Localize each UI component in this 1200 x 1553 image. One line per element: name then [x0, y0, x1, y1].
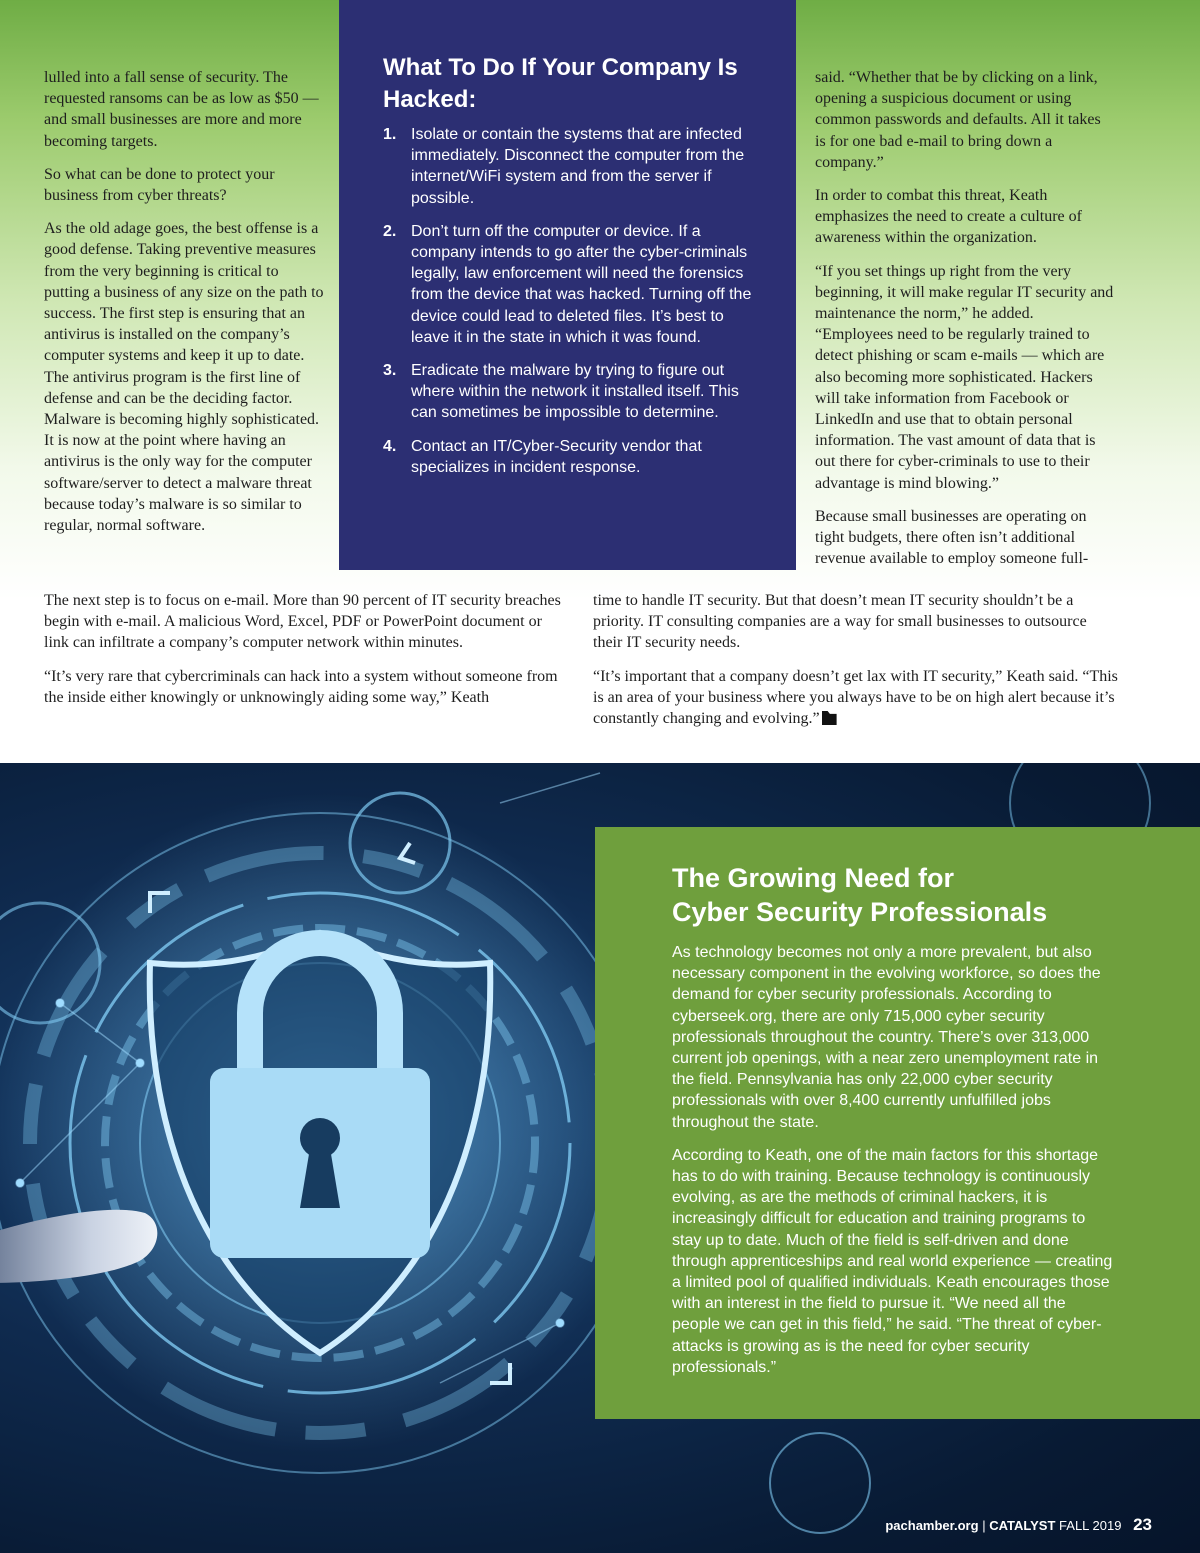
body-paragraph: said. “Whether that be by clicking on a link, opening a suspicious document or using common passwords and defaults. All it takes is for one bad e-mail to bring down a company.” [815, 69, 1101, 171]
growing-need-box [595, 827, 1200, 1419]
box-title-line2: Cyber Security Professionals [672, 897, 1048, 927]
page-number: 23 [1133, 1515, 1152, 1534]
sidebar-steps-list [383, 124, 753, 490]
body-paragraph: The next step is to focus on e-mail. More than 90 percent of IT security breaches begin with e-mail. A malicious Word, Excel, PDF or PowerPoint document or link can infiltrate a company’s computer network within minutes. [44, 592, 561, 652]
body-paragraph: time to handle IT security. But that doesn’t mean IT security shouldn’t be a priority. IT consulting companies are a way for small businesses to outsource their IT security needs. [593, 592, 1087, 652]
body-paragraph: “If you set things up right from the very beginning, it will make regular IT security and maintenance the norm,” he added. “Employees need to be regularly trained to detect phishing or scam e-mails — which are also becoming more sophisticated. Hackers will take information from Facebook or LinkedIn and use that to obtain personal information. The vast amount of data that is out there for cyber-criminals to use to their advantage is mind blowing.” [815, 262, 1114, 492]
box-title-line1: The Growing Need for [672, 863, 955, 893]
closing-quote: “It’s important that a company doesn’t get lax with IT security,” Keath said. “This is an area of your business where you always have to be on high alert because it’s constantly changing and evolving.” [593, 667, 1118, 728]
box-title [672, 861, 1142, 929]
step-number: 1. [383, 126, 397, 143]
article-wide-right [593, 590, 1118, 741]
step-item [383, 124, 753, 209]
step-item [383, 221, 753, 348]
footer-site: pachamber.org [885, 1518, 979, 1533]
article-right-column [815, 67, 1115, 569]
body-paragraph: “It’s very rare that cybercriminals can hack into a system without someone from the inside either knowingly or unknowingly aiding some way,” Keath [44, 667, 558, 706]
article-left-column [44, 67, 326, 548]
step-number: 3. [383, 362, 397, 380]
step-item [383, 360, 753, 424]
box-paragraph: According to Keath, one of the main factors for this shortage has to do with training. Because technology is continuously evolving, as are the methods of criminal hackers, it is increasingly difficult for education and training programs to stay up to date. Much of the field is self-driven and done through apprenticeships and real world experience — creating a limited pool of qualified individuals. Keath encourages those with an interest in the field to pursue it. “We need all the people we can get in this field,” he said. “The threat of cyber-attacks is growing as is the need for cyber security professionals.” [672, 1146, 1113, 1376]
step-text: Eradicate the malware by trying to figure out where within the network it installed itself. This can sometimes be impossible to determine. [411, 362, 739, 422]
body-paragraph: lulled into a fall sense of security. The requested ransoms can be as low as $50 — and small businesses are more and more becoming targets. [44, 69, 319, 150]
body-paragraph: Because small businesses are operating on tight budgets, there often isn’t additional revenue available to employ someone full- [815, 507, 1089, 568]
step-text: Don’t turn off the computer or device. If a company intends to go after the cyber-criminals legally, law enforcement will need the forensics from the device that was hacked. Turning off the device could lead to deleted files. It’s best to leave it in the state in which it was found. [411, 222, 752, 346]
footer-magazine: CATALYST [989, 1518, 1056, 1533]
step-number: 2. [383, 222, 397, 240]
box-body [672, 942, 1117, 1390]
step-text: Contact an IT/Cyber-Security vendor that specializes in incident response. [411, 437, 702, 476]
page-footer [885, 1515, 1152, 1535]
footer-issue: FALL 2019 [1059, 1518, 1122, 1533]
hacked-steps-sidebar [339, 0, 796, 570]
body-paragraph [593, 666, 1118, 730]
end-of-article-icon [822, 711, 837, 725]
article-wide-left [44, 590, 564, 720]
sidebar-title: What To Do If Your Company Is Hacked: [383, 54, 738, 113]
body-paragraph: As the old adage goes, the best offense is a good defense. Taking preventive measures from the very beginning is critical to putting a business of any size on the path to success. The first step is ensuring that an antivirus is installed on the company’s computer systems and keep it up to date. The antivirus program is the first line of defense and can be the deciding factor. Malware is becoming highly sophisticated. It is now at the point where having an antivirus is the only way for the computer software/server to detect a malware threat because today’s malware is so similar to regular, normal software. [44, 220, 324, 535]
footer-separator: | [982, 1518, 986, 1533]
step-number: 4. [383, 437, 397, 455]
body-paragraph: So what can be done to protect your business from cyber threats? [44, 165, 275, 205]
step-item [383, 436, 753, 478]
body-paragraph: In order to combat this threat, Keath emphasizes the need to create a culture of awareness within the organization. [815, 187, 1082, 247]
box-paragraph: As technology becomes not only a more prevalent, but also necessary component in the evolving workforce, so does the demand for cyber security professionals. According to cyberseek.org, there are only 715,000 cyber security professionals throughout the country. There’s over 313,000 current job openings, with a near zero unemployment rate in the field. Pennsylvania has only 22,000 cyber security professionals with over 8,400 currently unfulfilled jobs throughout the state. [672, 944, 1101, 1131]
step-text: Isolate or contain the systems that are infected immediately. Disconnect the computer from the internet/WiFi system and from the server if possible. [411, 126, 745, 207]
